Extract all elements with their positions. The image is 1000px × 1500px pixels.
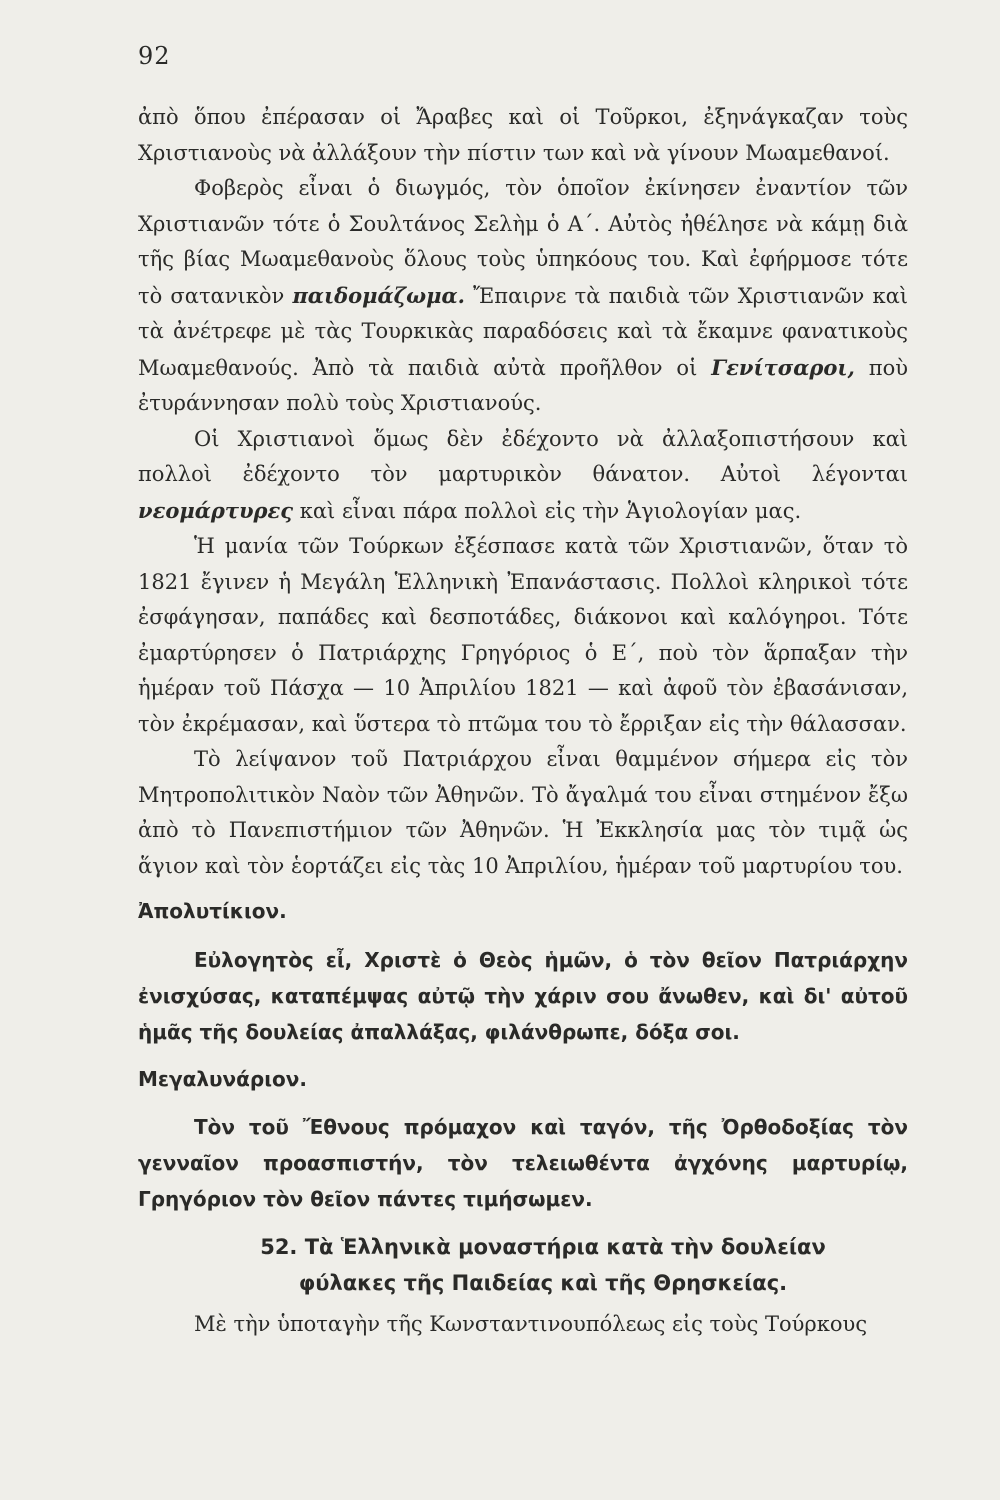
book-page — [138, 42, 908, 1462]
section-number: 52. — [260, 1235, 298, 1259]
section-52-first-line: Μὲ τὴν ὑποταγὴν τῆς Κωνσταντινουπόλεως εἰς τοὺς Τούρκους — [194, 1312, 868, 1336]
apolytikion-heading: Ἀπολυτίκιον. — [138, 899, 287, 923]
term-paidomazoma: παιδομάζωμα. — [292, 282, 465, 308]
paragraph-2 — [138, 171, 908, 422]
page-number: 92 — [138, 42, 171, 70]
section-title-line-1 — [178, 1229, 908, 1265]
paragraph-4: Ἡ μανία τῶν Τούρκων ἐξέσπασε κατὰ τῶν Χριστιανῶν, ὅταν τὸ 1821 ἔγινεν ἡ Μεγάλη Ἑλληνικὴ Ἐπανάστασις. Πολλοὶ κληρικοὶ τότε ἐσφάγησαν, παπάδες καὶ δεσποτάδες, διάκονοι καὶ καλόγηροι. Τότε ἐμαρτύρησεν ὁ Πατριάρχης Γρηγόριος ὁ Ε΄, ποὺ τὸν ἅρπαξαν τὴν ἡμέραν τοῦ Πάσχα — 10 Ἀπριλίου 1821 — καὶ ἀφοῦ τὸν ἐβασάνισαν, τὸν ἐκρέμασαν, καὶ ὕστερα τὸ πτῶμα του τὸ ἔρριξαν εἰς τὴν θάλασσαν. — [138, 534, 908, 736]
apolytikion-text: Εὐλογητὸς εἶ, Χριστὲ ὁ Θεὸς ἡμῶν, ὁ τὸν θεῖον Πατριάρχην ἐνισχύσας, καταπέμψας αὐτῷ τὴν χάριν σου ἄνωθεν, καὶ δι' αὐτοῦ ἡμᾶς τῆς δουλείας ἀπαλλάξας, φιλάνθρωπε, δόξα σοι. — [138, 947, 908, 1044]
megalynarion-text: Τὸν τοῦ Ἔθνους πρόμαχον καὶ ταγόν, τῆς Ὀρθοδοξίας τὸν γενναῖον προασπιστήν, τὸν τελειωθέντα ἀγχόνης μαρτυρίῳ, Γρηγόριον τὸν θεῖον πάντες τιμήσωμεν. — [138, 1115, 908, 1211]
paragraph-2-part-b: Ἔπαιρνε τὰ παιδιὰ τῶν Χριστιανῶν καὶ τὰ ἀνέτρεφε μὲ τὰς Τουρκικὰς παραδόσεις καὶ τὰ ἔκαμνε φανατικοὺς Μωαμεθανούς. Ἀπὸ τὰ παιδιὰ αὐτὰ προῆλθον οἱ — [138, 283, 908, 380]
page-body — [138, 100, 908, 1343]
paragraph-5: Τὸ λείψανον τοῦ Πατριάρχου εἶναι θαμμένον σήμερα εἰς τὸν Μητροπολιτικὸν Ναὸν τῶν Ἀθηνῶν. Τὸ ἄγαλμά του εἶναι στημένον ἔξω ἀπὸ τὸ Πανεπιστήμιον τῶν Ἀθηνῶν. Ἡ Ἐκκλησία μας τὸν τιμᾷ ὡς ἅγιον καὶ τὸν ἑορτάζει εἰς τὰς 10 Ἀπριλίου, ἡμέραν τοῦ μαρτυρίου του. — [138, 747, 908, 878]
section-title-text-1: Τὰ Ἑλληνικὰ μοναστήρια κατὰ τὴν δουλείαν — [304, 1235, 826, 1259]
term-genitsaroi: Γενίτσαροι, — [711, 354, 855, 380]
paragraph-2-part-c: ποὺ ἐτυράννησαν πολὺ τοὺς Χριστιανούς. — [138, 355, 909, 415]
paragraph-2-part-a: Φοβερὸς εἶναι ὁ διωγμός, τὸν ὁποῖον ἐκίνησεν ἐναντίον τῶν Χριστιανῶν τότε ὁ Σουλτάνος Σελὴμ ὁ Α΄. Αὐτὸς ἠθέλησε νὰ κάμῃ διὰ τῆς βίας Μωαμεθανοὺς ὅλους τοὺς ὑπηκόους του. Καὶ ἐφήρμοσε τότε τὸ σατανικὸν — [138, 176, 908, 308]
paragraph-1: ἀπὸ ὅπου ἐπέρασαν οἱ Ἄραβες καὶ οἱ Τοῦρκοι, ἐξηνάγκαζαν τοὺς Χριστιανοὺς νὰ ἀλλάξουν τὴν πίστιν των καὶ νὰ γίνουν Μωαμεθανοί. — [138, 105, 908, 165]
paragraph-3-part-b: καὶ εἶναι πάρα πολλοὶ εἰς τὴν Ἁγιολογίαν μας. — [293, 498, 802, 523]
megalynarion-heading: Μεγαλυνάριον. — [138, 1066, 307, 1091]
section-52-title — [138, 1229, 908, 1301]
paragraph-3-part-a: Οἱ Χριστιανοὶ ὅμως δὲν ἐδέχοντο νὰ ἀλλαξοπιστήσουν καὶ πολλοὶ ἐδέχοντο τὸν μαρτυρικὸν θάνατον. Αὐτοὶ λέγονται — [138, 426, 908, 486]
section-title-line-2: φύλακες τῆς Παιδείας καὶ τῆς Θρησκείας. — [298, 1271, 788, 1295]
paragraph-3 — [138, 422, 908, 530]
term-neomartyres: νεομάρτυρες — [138, 497, 294, 523]
